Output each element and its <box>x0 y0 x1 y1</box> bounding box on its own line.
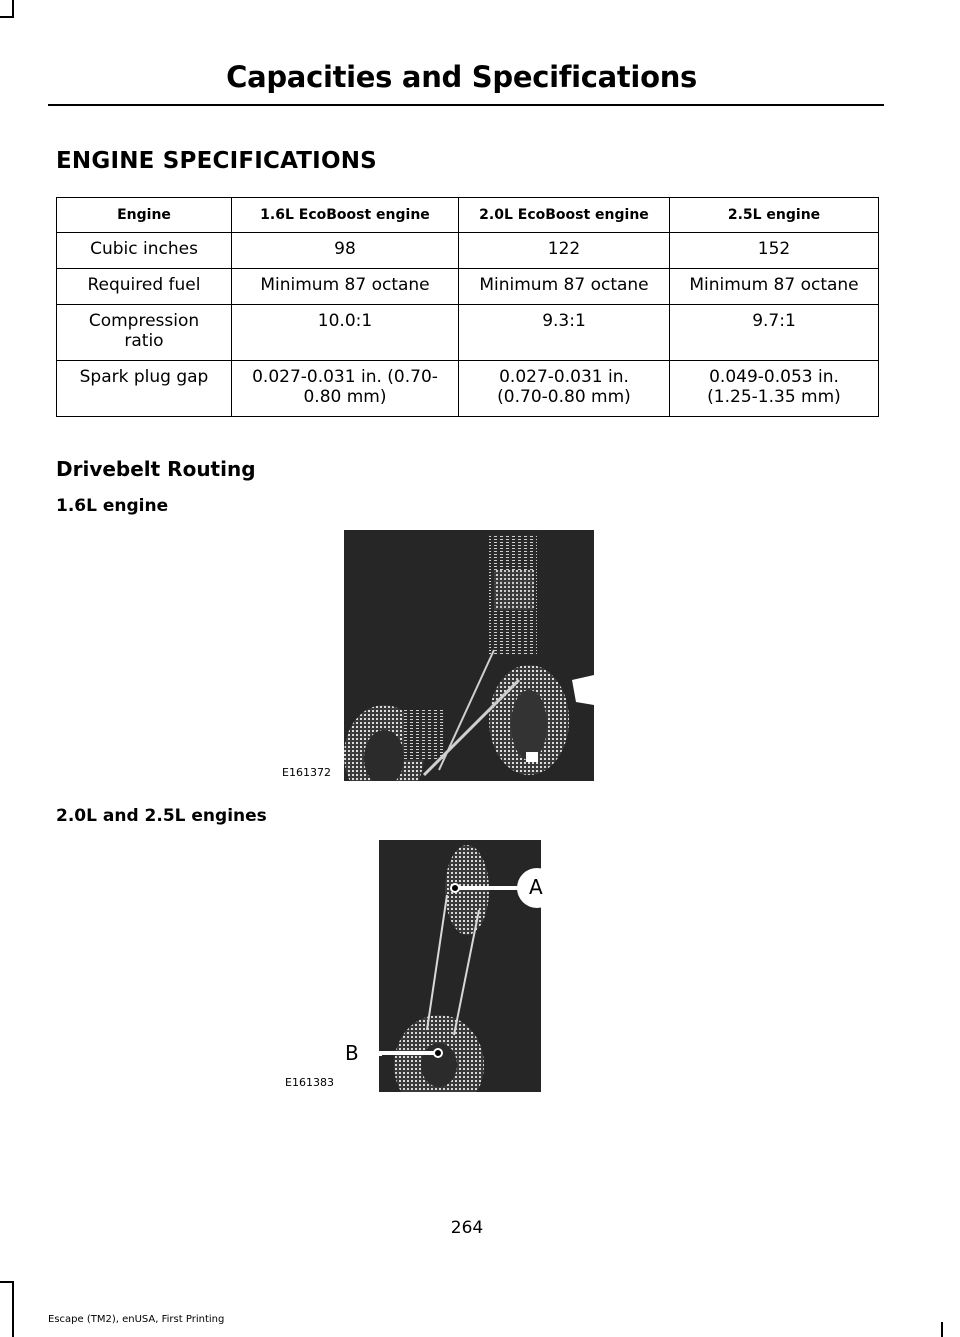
table-row <box>57 233 879 269</box>
column-header: 2.0L EcoBoost engine <box>459 198 670 233</box>
callout-label-b: B <box>345 1041 359 1065</box>
page-header-title: Capacities and Specifications <box>226 60 697 94</box>
table-cell: 152 <box>670 233 879 269</box>
crop-mark <box>941 1322 943 1337</box>
engine-spec-table <box>56 197 879 417</box>
table-cell: 10.0:1 <box>232 305 459 361</box>
table-cell: 9.7:1 <box>670 305 879 361</box>
table-cell: Compression ratio <box>57 305 232 361</box>
drivebelt-title: Drivebelt Routing <box>56 457 256 481</box>
table-row <box>57 361 879 417</box>
crop-mark <box>12 0 14 16</box>
column-header: 2.5L engine <box>670 198 879 233</box>
figure-code: E161383 <box>285 1076 334 1089</box>
table-header-row <box>57 198 879 233</box>
table-cell: 0.027-0.031 in. (0.70-0.80 mm) <box>232 361 459 417</box>
column-header: 1.6L EcoBoost engine <box>232 198 459 233</box>
table-cell: Minimum 87 octane <box>459 269 670 305</box>
table-cell: Minimum 87 octane <box>232 269 459 305</box>
section-title: ENGINE SPECIFICATIONS <box>56 148 377 174</box>
footer-edition: Escape (TM2), enUSA, First Printing <box>48 1314 225 1325</box>
column-header: Engine <box>57 198 232 233</box>
table-cell: Spark plug gap <box>57 361 232 417</box>
page-number: 264 <box>450 1218 484 1238</box>
drivebelt-1-6l-illustration <box>344 530 594 781</box>
callout-b-leader <box>376 1052 382 1056</box>
figure-code: E161372 <box>282 766 331 779</box>
header-rule <box>48 104 884 106</box>
table-row <box>57 269 879 305</box>
table-cell: Minimum 87 octane <box>670 269 879 305</box>
table-cell: 0.027-0.031 in. (0.70-0.80 mm) <box>459 361 670 417</box>
table-row <box>57 305 879 361</box>
table-cell: 98 <box>232 233 459 269</box>
engine-1-label: 1.6L engine <box>56 496 169 516</box>
table-cell: 122 <box>459 233 670 269</box>
table-cell: Required fuel <box>57 269 232 305</box>
table-cell: 0.049-0.053 in. (1.25-1.35 mm) <box>670 361 879 417</box>
crop-mark <box>12 1281 14 1337</box>
callout-label-a: A <box>529 875 543 899</box>
belt-diagram-icon <box>344 530 594 781</box>
table-cell: Cubic inches <box>57 233 232 269</box>
crop-mark <box>0 1281 14 1283</box>
crop-mark <box>0 16 14 18</box>
engine-2-label: 2.0L and 2.5L engines <box>56 806 267 826</box>
table-cell: 9.3:1 <box>459 305 670 361</box>
